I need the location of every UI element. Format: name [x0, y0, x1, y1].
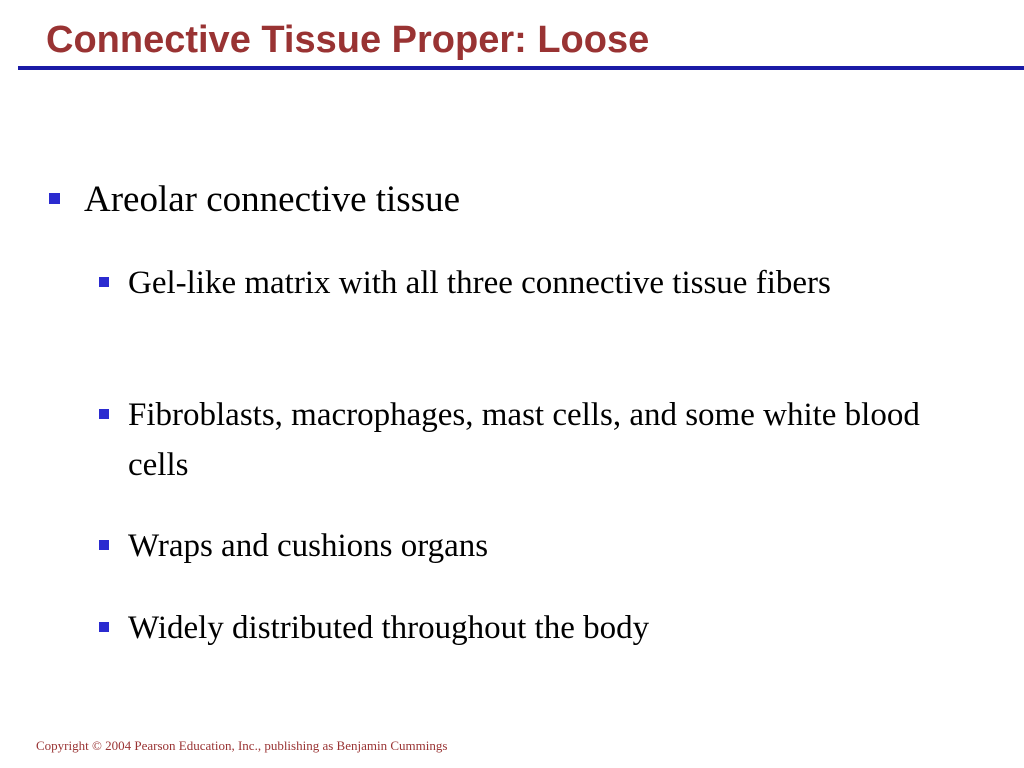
sub-bullet-text: Gel-like matrix with all three connective tissue fibers [128, 265, 831, 301]
sub-bullet-widely-distributed [128, 603, 928, 653]
sub-bullet-text: Fibroblasts, macrophages, mast cells, and some white blood cells [128, 397, 920, 483]
slide-title: Connective Tissue Proper: Loose [46, 19, 650, 61]
square-bullet-icon [99, 622, 109, 632]
square-bullet-icon [99, 409, 109, 419]
sub-bullet-gel-like-matrix [128, 258, 928, 308]
bullet-areolar-connective-tissue [84, 178, 984, 222]
copyright-footer: Copyright © 2004 Pearson Education, Inc., publishing as Benjamin Cummings [36, 738, 448, 753]
sub-bullet-wraps-organs [128, 521, 928, 571]
square-bullet-icon [49, 193, 60, 204]
sub-bullet-text: Widely distributed throughout the body [128, 610, 650, 646]
sub-bullet-text: Wraps and cushions organs [128, 528, 489, 564]
square-bullet-icon [99, 540, 109, 550]
square-bullet-icon [99, 277, 109, 287]
bullet-text: Areolar connective tissue [84, 179, 461, 220]
title-underline [18, 66, 1024, 70]
sub-bullet-cell-types [128, 390, 928, 490]
